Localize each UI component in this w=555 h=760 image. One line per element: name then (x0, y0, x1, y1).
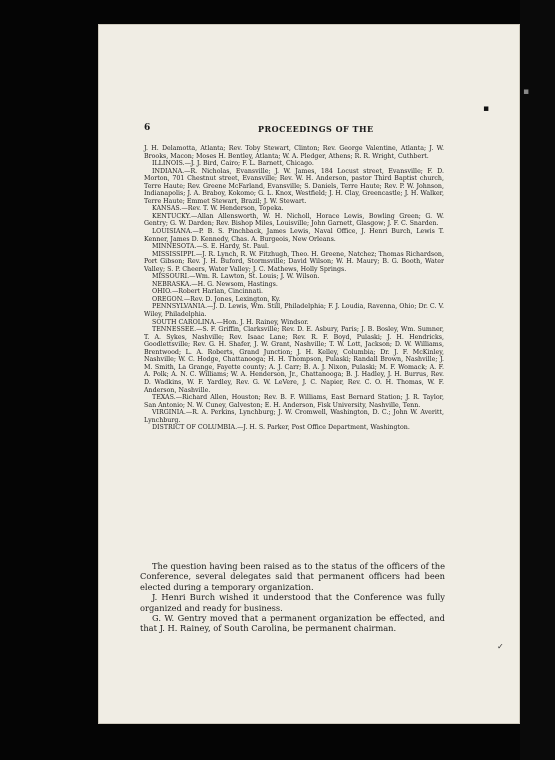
check-mark-icon: ✓ (497, 642, 504, 651)
delegate-paragraph (144, 326, 444, 394)
state-name: PENNSYLVANIA. (152, 303, 207, 311)
delegate-names: —Richard Allen, Houston; Rev. B. F. Williams, East Bernard Station; J. R. Taylor, San Antonio; N. W. Cuney, Galveston; E. H. Anderson, Fisk University, Nashville, Tenn. (144, 394, 444, 409)
margin-mark: ▪ (483, 104, 490, 114)
state-name: INDIANA. (152, 167, 185, 175)
state-name: SOUTH CAROLINA. (152, 318, 217, 326)
delegate-names: —R. A. Perkins, Lynchburg; J. W. Cromwell, Washington, D. C.; John W. Averitt, Lynchburg. (144, 409, 444, 424)
delegate-paragraph (144, 228, 444, 243)
state-name: MISSISSIPPI. (152, 250, 196, 258)
delegate-names: —J. R. Lynch, R. W. Fitzhugh, Theo. H. Greene, Natchez; Thomas Richardson, Port Gibson; Rev. J. H. Buford, Stormsville; David Wilson; W. H. Maury; B. G. Booth, Water Valley; S. P. Cheers, Water Valley; J. C. Mathews, Holly Springs. (144, 250, 444, 273)
state-name: KENTUCKY. (152, 212, 192, 220)
delegate-names: —P. B. S. Pinchback, James Lewis, Naval Office, J. Henri Burch, Lewis T. Kenner, James D. Kennedy, Chas. A. Burgeois, New Orleans. (144, 228, 444, 243)
delegate-paragraph (144, 160, 444, 168)
delegate-names: —R. Nicholas, Evansville; J. W. James, 184 Locust street, Evansville; F. D. Morton, 701 Chestnut street, Evansville; Rev. W. H. Anderson, pastor Third Baptist church, Terre Haute; Rev. Greene McFarland, Evansville; S. Daniels, Terre Haute; Rev. P. W. Johnson, Indianapolis; J. A. Braboy, Kokomo; G. L. Knox, Westfield; J. H. Clay, Greencastle; J. H. Walker, Terre Haute; Emmet Stewart, Brazil; J. W. Stewart. (144, 167, 444, 205)
delegate-paragraph (144, 288, 444, 296)
state-name: TENNESSEE. (152, 326, 197, 334)
delegate-paragraph (144, 296, 444, 304)
delegate-paragraph (144, 251, 444, 274)
delegate-names: —Rev. D. Jones, Lexington, Ky. (183, 295, 281, 303)
delegate-names: —S. F. Griffin, Clarksville; Rev. D. E. Asbury, Paris; J. B. Bosley, Wm. Sumner, T. A. Sykes, Nashville; Rev. Isaac Lane; Rev. R. F. Boyd, Pulaski; J. H. Hendricks, Goodlettsville; Rev. G. H. Shafer, J. W. Grant, Nashville; T. W. Lott, Jackson; D. W. Williams, Brentwood; L. A. Roberts, Grand Junction; J. H. Kelley, Columbia; Dr. J. F. McKinley, Nashville; W. C. Hodge, Chattanooga; H. H. Thompson, Pulaski; Randall Brown, Nashville; J. M. Smith, La Grange, Fayette county; A. J. Carr; B. A. J. Nixon, Pulaski; M. F. Womack; A. F. A. Polk; A. N. C. Williams; W. A. Henderson, Jr., Chattanooga; B. J. Hadley, J. H. Burrus, Rev. D. Wadkins, W. F. Yardley, Rev. G. W. LeVere, J. C. Napier, Rev. C. O. H. Thomas, W. F. Anderson, Nashville. (144, 326, 444, 394)
delegate-paragraph (144, 319, 444, 327)
proceedings-paragraph: G. W. Gentry moved that a permanent organization be effected, and that J. H. Rainey, of South Carolina, be permanent chairman. (140, 613, 445, 634)
delegate-names: —Rev. T. W. Henderson, Topeka. (181, 205, 284, 213)
proceedings-paragraph: The question having been raised as to the status of the officers of the Conference, several delegates said that permanent officers had been elected during a temporary organization. (140, 561, 445, 592)
state-name: ILLINOIS. (152, 160, 185, 168)
running-title: PROCEEDINGS OF THE (258, 124, 374, 134)
delegate-names: —J. D. Lewis, Wm. Still, Philadelphia; F. J. Loudia, Ravenna, Ohio; Dr. C. V. Wiley, Philadelphia. (144, 303, 444, 319)
delegate-names: —Robert Harlan, Cincinnati. (171, 288, 263, 296)
delegate-names: —S. E. Hardy, St. Paul. (196, 243, 270, 251)
proceedings-text (140, 561, 445, 634)
binding-edge (520, 0, 555, 760)
state-name: MISSOURI. (152, 273, 190, 281)
state-name: TEXAS. (152, 394, 176, 402)
proceedings-paragraph: J. Henri Burch wished it understood that the Conference was fully organized and ready for business. (140, 592, 445, 613)
delegate-paragraph (144, 409, 444, 424)
delegate-paragraph (144, 273, 444, 281)
state-name: OHIO. (152, 288, 172, 296)
state-name: MINNESOTA. (152, 243, 197, 251)
state-name: DISTRICT OF COLUMBIA. (152, 424, 238, 432)
delegate-names: —H. G. Newsom, Hastings. (191, 280, 278, 288)
delegate-paragraph (144, 243, 444, 251)
delegate-paragraph (144, 168, 444, 206)
delegate-paragraph (144, 303, 444, 318)
state-name: LOUISIANA. (152, 228, 193, 236)
page-number: 6 (144, 123, 151, 133)
delegate-paragraph (144, 394, 444, 409)
state-name: NEBRASKA. (152, 280, 192, 288)
delegate-paragraph (144, 424, 444, 432)
state-name: VIRGINIA. (152, 409, 186, 417)
delegate-names: J. H. Delamotta, Atlanta; Rev. Toby Stewart, Clinton; Rev. George Valentine, Atlanta; J. W. Brooks, Macon; Moses H. Bentley, Atlanta; W. A. Pledger, Athens; R. R. Wright, Cuthbert. (144, 145, 444, 160)
state-name: OREGON. (152, 295, 184, 303)
delegate-list (144, 145, 444, 432)
delegate-paragraph (144, 205, 444, 213)
delegate-names: —J. J. Bird, Cairo; F. L. Barnett, Chicago. (184, 160, 314, 168)
delegate-names: —Allan Allensworth, W. H. Nicholl, Horace Lewis, Bowling Green; G. W. Gentry; G. W. Darden; Rev. Bishop Miles, Louisville; John Garnett, Glasgow; J. F. C. Snarden. (144, 212, 444, 228)
delegate-paragraph (144, 213, 444, 228)
delegate-names: —Wm. R. Lawton, St. Louis; J. W. Wilson. (189, 273, 320, 281)
delegate-paragraph (144, 145, 444, 160)
delegate-names: —J. H. S. Parker, Post Office Department, Washington. (237, 424, 410, 432)
delegate-names: —Hon. J. H. Rainey, Windsor. (216, 318, 309, 326)
margin-mark: ▪ (523, 87, 530, 97)
state-name: KANSAS. (152, 205, 182, 213)
delegate-paragraph (144, 281, 444, 289)
